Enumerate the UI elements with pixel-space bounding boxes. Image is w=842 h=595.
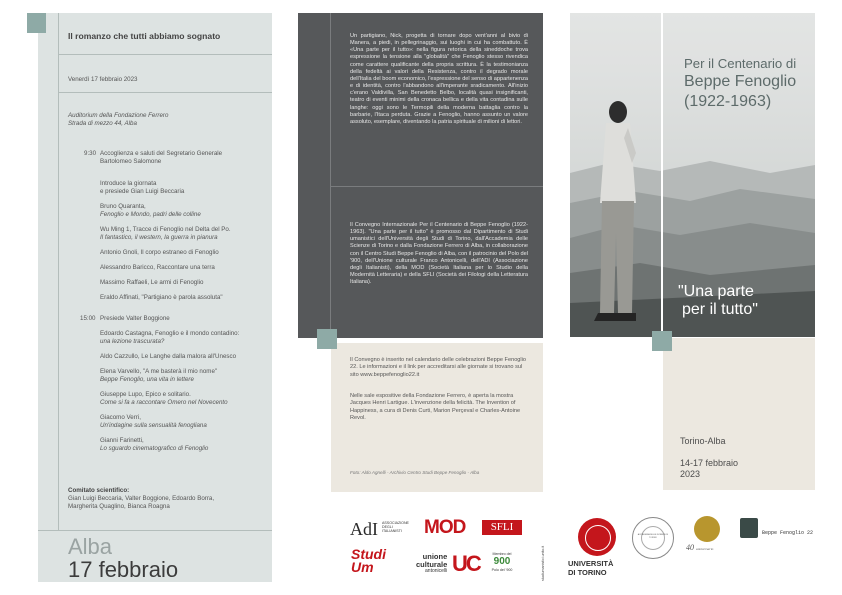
academy-seal-text: ACCADEMIA DELLE SCIENZE DI TORINO	[637, 534, 669, 539]
conference-paragraph: Il Convegno Internazionale Per il Centenario di Beppe Fenoglio (1922-1963). "Una parte per il tutto" è promosso dal Dipartimento di Studi umanistici dell'Università degli Studi di Torino, dall'Accademia delle Scienze di Torino e dalla Fondazione Ferrero di Alba, in collaborazione con il Centro Studi Beppe Fenoglio di Alba, con il patrocinio del Polo del '900, dell'Unione culturale Franco Antonicelli, dell'ADI (Associazione degli Italianisti), della MOD (Società Italiana per lo Studio della Modernità Letteraria) e della SFLI (Società dei Filologi della Letteratura Italiana).	[350, 222, 528, 286]
program-item-detail: Lo sguardo cinematografico di Fenoglio	[100, 445, 209, 452]
divider	[331, 186, 543, 187]
cover-dates: 14-17 febbraio 2023	[680, 458, 739, 479]
program-item-detail: Un'indagine sulla sensualità fenogliana	[100, 422, 207, 429]
program-item: Edoardo Castagna, Fenoglio e il mondo contadino:	[100, 330, 240, 337]
vertical-rule	[58, 13, 59, 530]
ferrero-40-logo: 40 anniversario	[686, 543, 714, 552]
program-item-detail: Beppe Fenoglio, una vita in lettere	[100, 376, 194, 383]
program-item: Gianni Farinetti,	[100, 437, 144, 444]
adi-logo-text: ASSOCIAZIONE DEGLI ITALIANISTI	[382, 521, 409, 534]
program-date: Venerdì 17 febbraio 2023	[68, 76, 138, 83]
adi-logo: AdI	[350, 519, 378, 539]
divider	[58, 92, 272, 93]
studium-logo: Studi Um	[351, 546, 386, 575]
program-item-detail: Fenoglio e Mondo, padri delle colline	[100, 211, 201, 218]
divider	[661, 13, 663, 337]
vertical-rule	[330, 13, 331, 338]
cover-city: Torino-Alba	[680, 436, 726, 446]
fenoglio22-icon	[740, 518, 758, 538]
accent-square	[317, 329, 337, 349]
mod-logo: MOD	[424, 517, 466, 538]
program-item: Eraldo Affinati, "Partigiano è parola assoluta"	[100, 294, 223, 301]
unito-logo-text: UNIVERSITÀ DI TORINO	[568, 559, 614, 577]
polo-900-logo: Membro del 900 Polo del '900	[491, 552, 513, 572]
footer-date: 17 febbraio	[68, 557, 179, 582]
program-item-detail: una lezione trascurata?	[100, 338, 165, 345]
accent-square	[652, 331, 672, 351]
unione-culturale-logo: unione culturale antonicelli	[416, 552, 448, 574]
footer-city: Alba	[68, 534, 113, 559]
exhibition-paragraph: Nelle sale espositive della Fondazione Ferrero, è aperta la mostra Jacques Henri Lartigue. L'invenzione della felicità. The Invention of Happiness, a cura di Denis Curti, Marion Perçeval e Charles-Antoine Revol.	[350, 393, 521, 421]
program-item-detail: Come si fa a raccontare Omero nel Novecento	[100, 399, 228, 406]
cover-quote: "Una parte per il tutto"	[678, 283, 758, 318]
divider	[38, 530, 272, 531]
session1-line2: Bartolomeo Salomone	[100, 158, 162, 165]
uc-logo: UC	[452, 551, 480, 576]
program-item: Aldo Cazzullo, Le Langhe dalla malora all'Unesco	[100, 353, 237, 360]
program-item-detail: e presiede Gian Luigi Beccaria	[100, 188, 185, 195]
unito-seal-icon	[578, 518, 616, 556]
committee-line1: Gian Luigi Beccaria, Valter Boggione, Edoardo Borra,	[68, 495, 215, 502]
session2-time: 15:00	[80, 315, 96, 322]
session1-line1: Accoglienza e saluti del Segretario Generale	[100, 150, 223, 157]
committee-line2: Margherita Quaglino, Bianca Roagna	[68, 503, 170, 510]
session1-time: 9:30	[84, 150, 97, 157]
fenoglio22-logo-text: Beppe Fenoglio 22	[762, 530, 814, 536]
cover-title: Per il Centenario di Beppe Fenoglio (1922-1963)	[684, 56, 797, 110]
divider	[58, 54, 272, 55]
calendar-paragraph: Il Convegno è inserito nel calendario delle celebrazioni Beppe Fenoglio 22. Le informazioni e il link per accreditarsi alle giornate si trovano sul sito www.beppefenoglio22.it	[350, 357, 527, 378]
venue-line2: Strada di mezzo 44, Alba	[68, 120, 137, 127]
program-item: Giacomo Verri,	[100, 414, 141, 421]
program-item: Antonio Gnoli, Il corpo estraneo di Fenoglio	[100, 249, 219, 256]
program-item: Introduce la giornata	[100, 180, 157, 187]
academy-seal-icon	[632, 517, 674, 559]
program-item: Wu Ming 1, Tracce di Fenoglio nel Delta del Po.	[100, 226, 231, 233]
sfli-logo: SFLI	[482, 520, 522, 535]
session2-label: Presiede Valter Boggione	[100, 315, 170, 322]
program-item: Giuseppe Lupo, Epico e solitario.	[100, 391, 191, 398]
program-item: Massimo Raffaeli, Le armi di Fenoglio	[100, 279, 204, 286]
ferrero-seal-icon	[694, 516, 720, 542]
program-item: Elena Varvello, "A me basterà il mio nome"	[100, 368, 218, 375]
program-item: Bruno Quaranta,	[100, 203, 146, 210]
program-title: Il romanzo che tutti abbiamo sognato	[68, 31, 221, 41]
program-item-detail: Il fantastico, il western, la guerra in pianura	[100, 234, 218, 241]
vertical-url: studiumanistici.unito.it	[541, 545, 545, 581]
accent-square	[27, 13, 46, 33]
venue-line1: Auditorium della Fondazione Ferrero	[68, 112, 169, 119]
program-item: Alessandro Baricco, Raccontare una terra	[100, 264, 215, 271]
photo-credit: Foto: Aldo Agnelli - Archivio Centro Studi Beppe Fenoglio - Alba	[350, 470, 480, 475]
committee-label: Comitato scientifico:	[68, 487, 130, 494]
intro-paragraph: Un partigiano, Nick, progetta di tornare dopo vent'anni al bivio di Manera, a piedi, in pellegrinaggio, sui luoghi in cui ha combattuto. È «Una parte per il tutto»: nella figura retorica della sineddoche trova espressione la tensione alla "globalità" che Fenoglio stesso rivendica come carattere qualificante della propria scrittura. È la testimonianza della fedeltà ai valori della Resistenza, contro il degrado morale dell'Italia del boom economico, l'espressione del senso di appartenenza e di identità, contro l'abbandono all'imperante sradicamento. All'inizio c'erano Valdivilla, San Benedetto Belbo, località quasi insignificanti, teatro di eventi minimi della cronaca bellica e della vita contadina sulle langhe: oggi sono le Termopili della moderna battaglia contro la barbarie, l'Itaca perduta. Grazie a Fenoglio, hanno assunto un valore assoluto, esemplare, diventando la patria spirituale di milioni di lettori.	[350, 33, 528, 125]
